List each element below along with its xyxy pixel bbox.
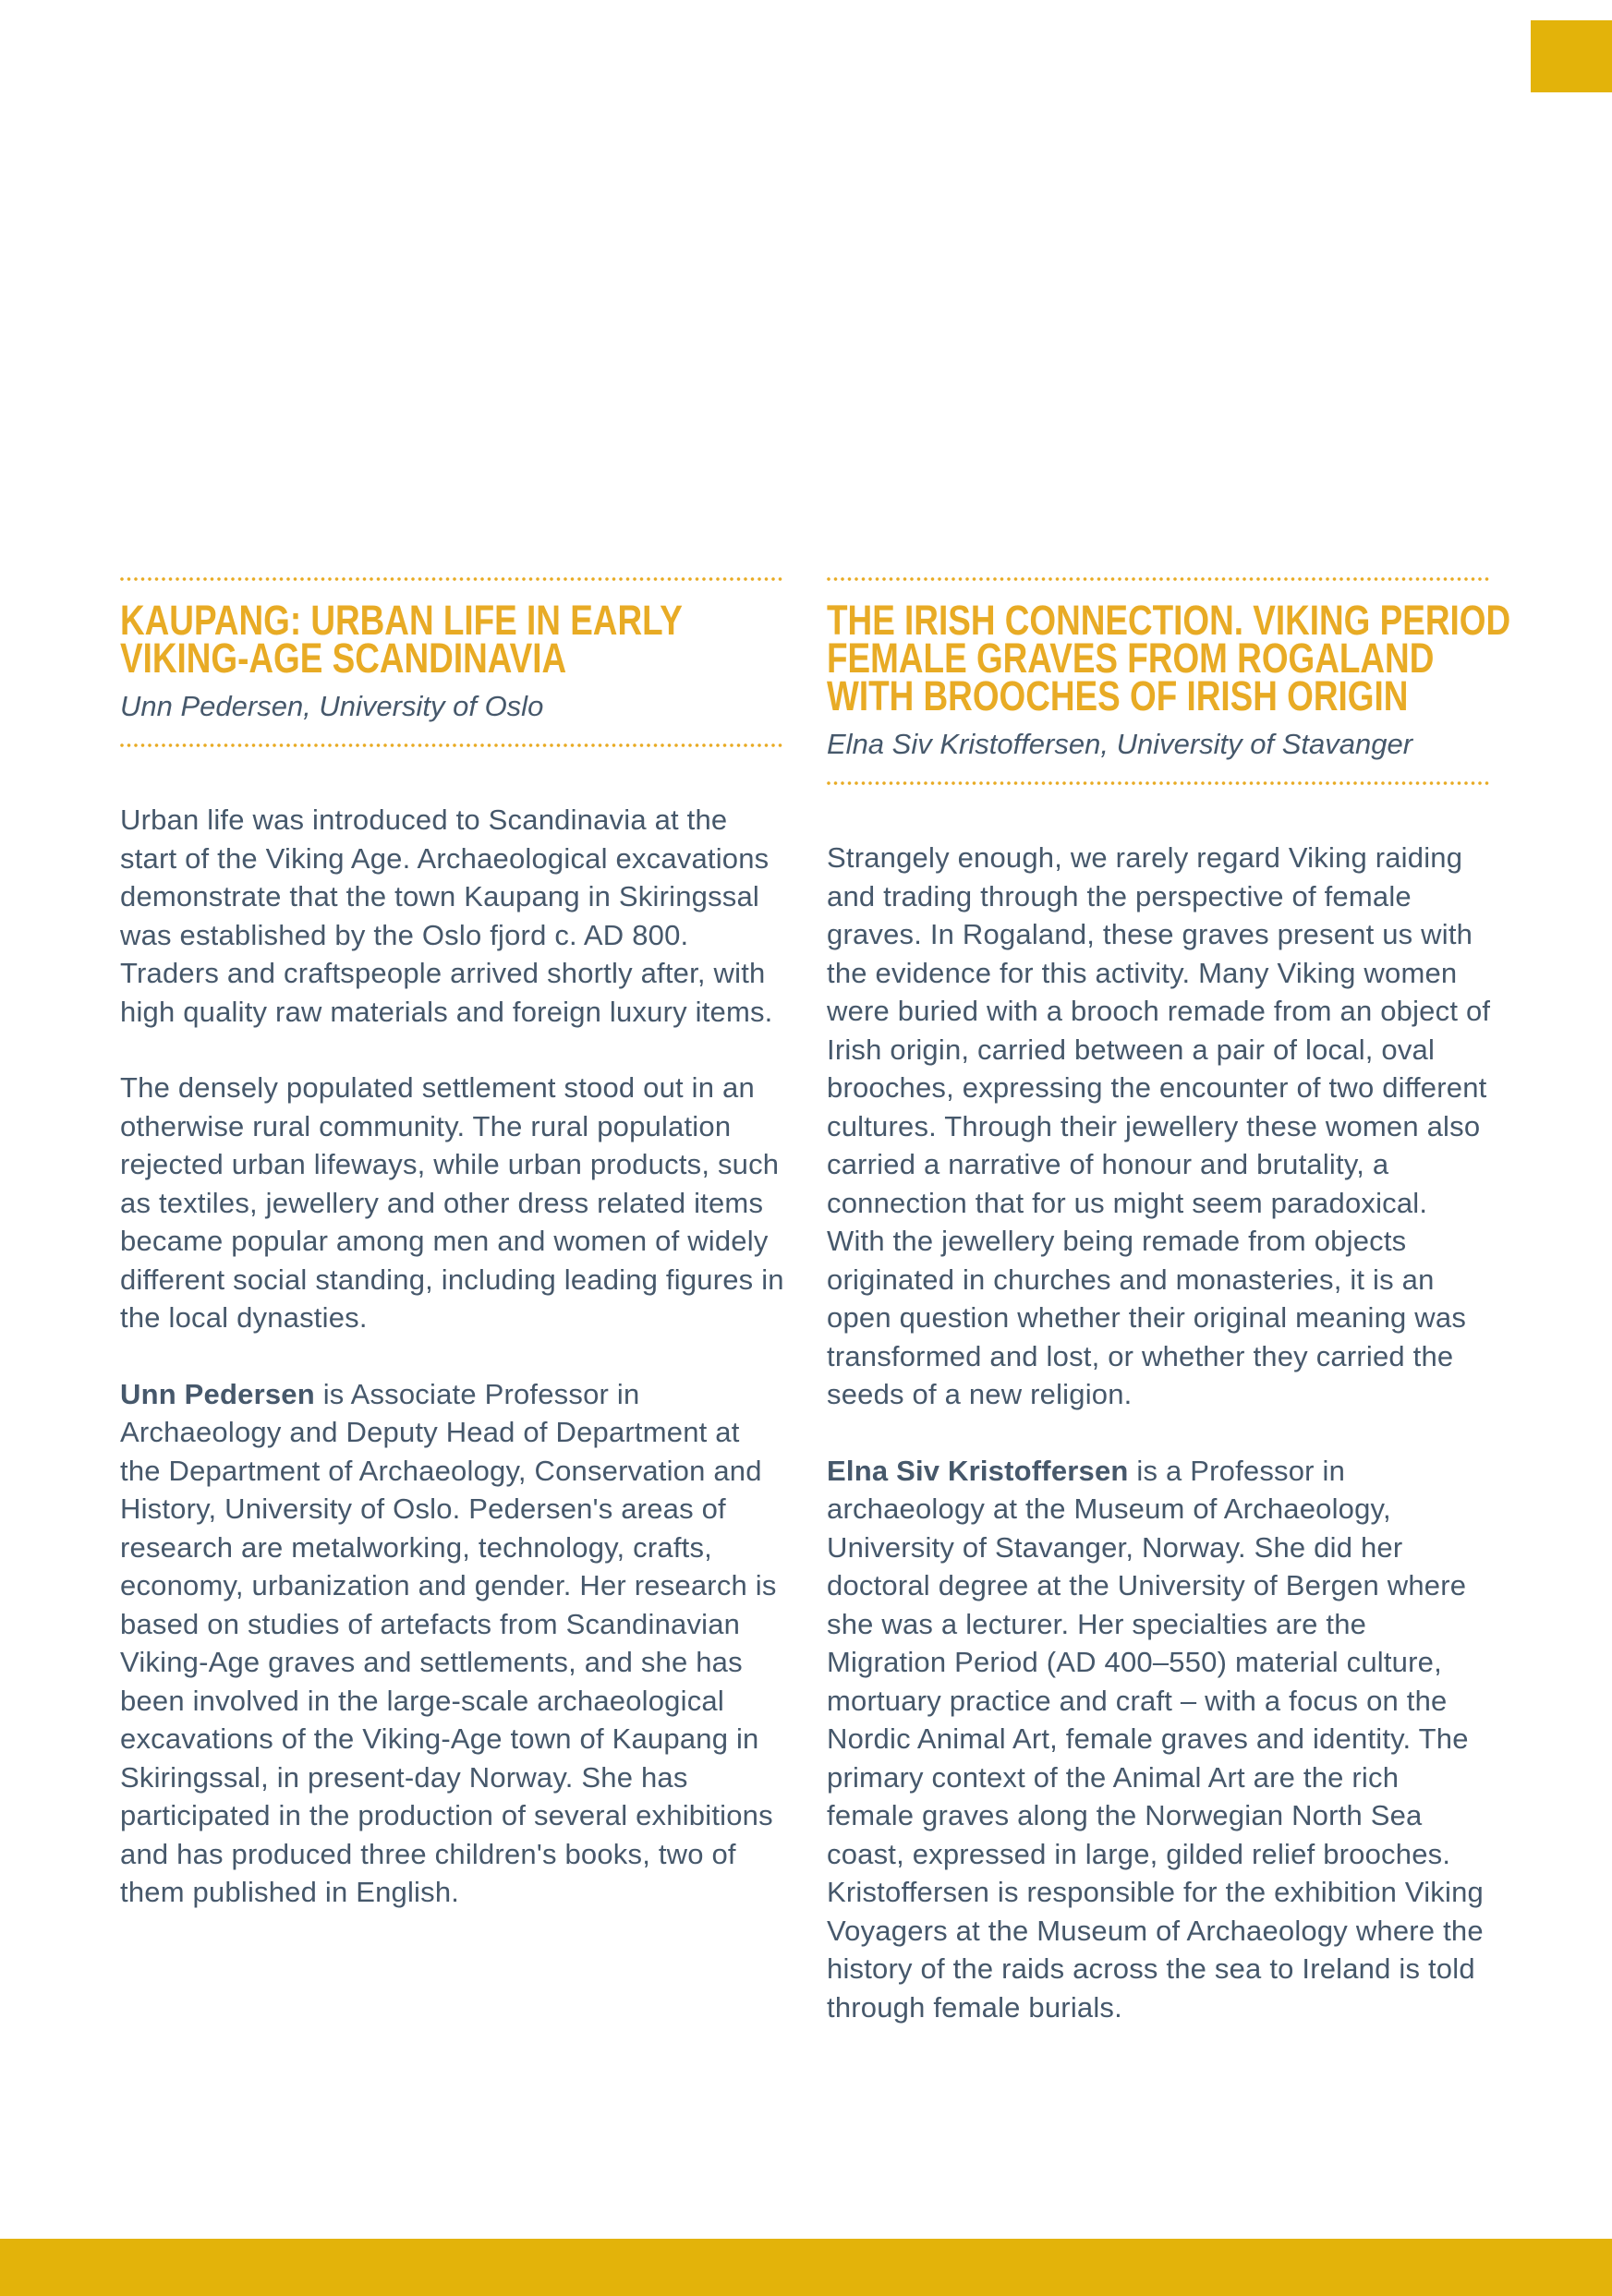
title-line: THE IRISH CONNECTION. VIKING PERIOD [827, 597, 1511, 644]
right-bio-text: is a Professor in archaeology at the Museum of Archaeology, University of Stavanger, Norway. She did her doctoral degree at the University of Bergen where she was a lecturer. Her specialties are the Migration Period (AD 400–550) material culture, mortuary practice and craft – with a focus on the Nordic Animal Art, female graves and identity. The primary context of the Animal Art are the rich female graves along the Norwegian North Sea coast, expressed in large, gilded relief brooches. Kristoffersen is responsible for the exhibition Viking Voyagers at the Museum of Archaeology where the history of the raids across the sea to Ireland is told through female burials. [827, 1454, 1484, 2024]
dotted-divider-top-right [827, 577, 1492, 581]
left-article-title [120, 597, 785, 682]
left-bio-text: is Associate Professor in Archaeology and Deputy Head of Department at the Department of Archaeology, Conservation and History, University of Oslo. Pedersen's areas of research are metalworking, technology, crafts, economy, urbanization and gender. Her research is based on studies of artefacts from Scandinavian Viking-Age graves and settlements, and she has been involved in the large-scale archaeological excavations of the Viking-Age town of Kaupang in Skiringssal, in present-day Norway. She has participated in the production of several exhibitions and has produced three children's books, two of them published in English. [120, 1377, 777, 1908]
two-column-layout [120, 577, 1511, 2026]
left-article-author: Unn Pedersen, University of Oslo [120, 690, 544, 722]
left-paragraph-2: The densely populated settlement stood out in an otherwise rural community. The rural population rejected urban lifeways, while urban products, such as textiles, jewellery and other dress related items became popular among men and women of widely different social standing, including leading figures in the local dynasties. [120, 1071, 784, 1334]
right-bio-paragraph [827, 1452, 1492, 2027]
page-corner-marker [1531, 20, 1612, 92]
title-line: FEMALE GRAVES FROM ROGALAND [827, 634, 1435, 682]
title-line: WITH BROOCHES OF IRISH ORIGIN [827, 672, 1409, 719]
left-paragraph-1: Urban life was introduced to Scandinavia at the start of the Viking Age. Archaeological excavations demonstrate that the town Kaupang in Skiringssal was established by the Oslo fjord c. AD 800. Traders and craftspeople arrived shortly after, with high quality raw materials and foreign luxury items. [120, 804, 773, 1028]
left-bio-name: Unn Pedersen [120, 1377, 315, 1410]
footer-bar [0, 2239, 1612, 2296]
right-article-author: Elna Siv Kristoffersen, University of Stavanger [827, 728, 1413, 760]
dotted-divider-top-left [120, 577, 785, 581]
dotted-divider-bottom-right [827, 781, 1492, 785]
right-paragraph-1: Strangely enough, we rarely regard Viking raiding and trading through the perspective of female graves. In Rogaland, these graves present us with the evidence for this activity. Many Viking women were buried with a brooch remade from an object of Irish origin, carried between a pair of local, oval brooches, expressing the encounter of two different cultures. Through their jewellery these women also carried a narrative of honour and brutality, a connection that for us might seem paradoxical. With the jewellery being remade from objects originated in churches and monasteries, it is an open question whether their original meaning was transformed and lost, or whether they carried the seeds of a new religion. [827, 841, 1491, 1410]
dotted-divider-bottom-left [120, 743, 785, 747]
right-article-title [827, 597, 1511, 719]
right-bio-name: Elna Siv Kristoffersen [827, 1454, 1129, 1487]
right-article [827, 577, 1511, 2026]
left-bio-paragraph [120, 1375, 785, 1912]
left-article [120, 577, 785, 2026]
title-line: KAUPANG: URBAN LIFE IN EARLY [120, 597, 683, 644]
title-line: VIKING-AGE SCANDINAVIA [120, 634, 567, 682]
